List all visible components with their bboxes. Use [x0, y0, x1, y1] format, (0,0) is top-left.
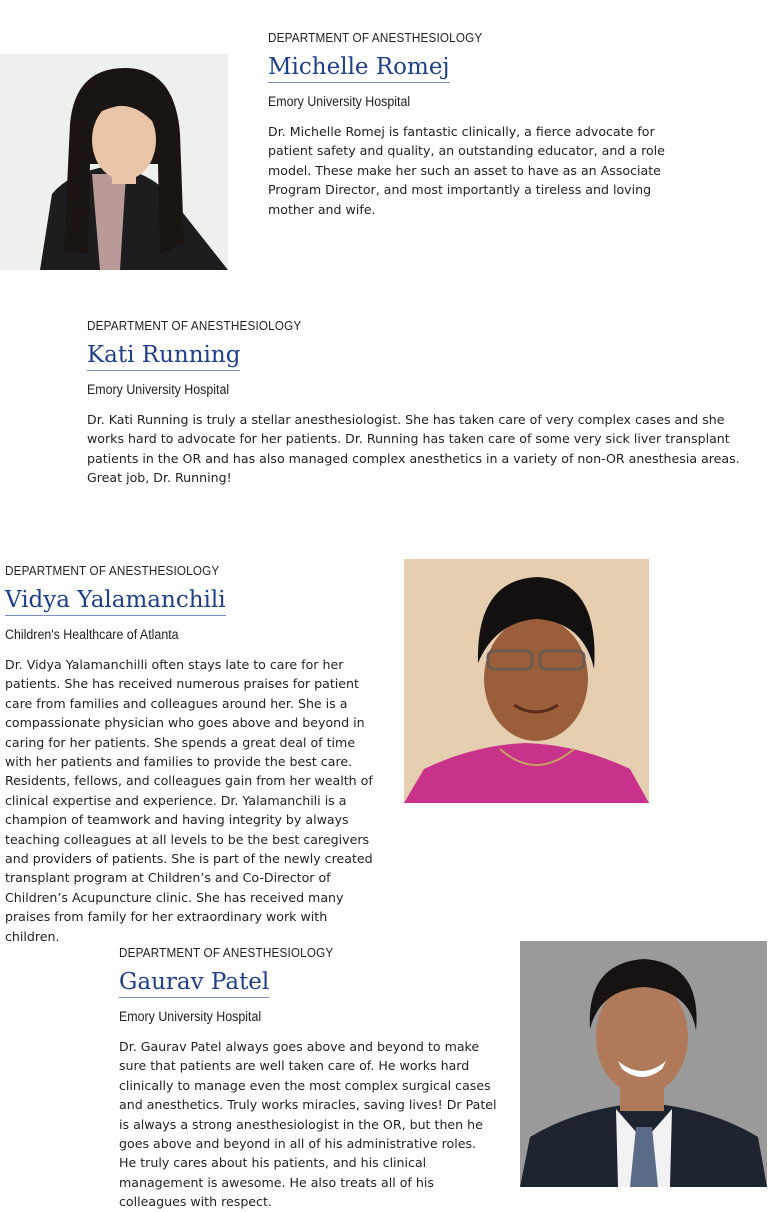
department-label: DEPARTMENT OF ANESTHESIOLOGY — [87, 318, 302, 333]
profile-bio: Dr. Michelle Romej is fantastic clinically, a fierce advocate for patient safety and quality, an outstanding educator, and a role model. These make her such an asset to have as an Associate Program Director, and most importantly a tireless and loving mother and wife. — [268, 124, 665, 217]
profile-name-link[interactable]: Vidya Yalamanchili — [5, 585, 226, 616]
profile-bio: Dr. Kati Running is truly a stellar anesthesiologist. She has taken care of very complex cases and she works hard to advocate for her patients. Dr. Running has taken care of some very sick liver transplant patients in the OR and has also managed complex anesthetics in a variety of non-OR anesthesia areas. Great job, Dr. Running! — [87, 412, 740, 486]
hospital-label: Emory University Hospital — [87, 382, 230, 397]
profile-name-link[interactable]: Gaurav Patel — [119, 967, 269, 998]
department-label: DEPARTMENT OF ANESTHESIOLOGY — [268, 30, 483, 45]
profile-card-kati-running — [87, 318, 762, 488]
profile-name-link[interactable]: Michelle Romej — [268, 52, 450, 83]
profile-name-link[interactable]: Kati Running — [87, 340, 240, 371]
profile-card-vidya-yalamanchili — [5, 563, 377, 946]
profile-photo-gaurav-patel — [520, 941, 767, 1187]
hospital-label: Emory University Hospital — [119, 1009, 262, 1024]
hospital-label: Children's Healthcare of Atlanta — [5, 627, 179, 642]
profile-bio: Dr. Gaurav Patel always goes above and beyond to make sure that patients are well taken care of. He works hard clinically to manage even the most complex surgical cases and anesthetics. Truly works miracles, saving lives! Dr Patel is always a strong anesthesiologist in the OR, but then he goes above and beyond in all of his administrative roles. He truly cares about his patients, and his clinical management is awesome. He also treats all of his colleagues with respect. — [119, 1039, 497, 1210]
profile-bio: Dr. Vidya Yalamanchilli often stays late to care for her patients. She has received numerous praises for patient care from families and colleagues around her. She is a compassionate physician who goes above and beyond in caring for her patients. She spends a great deal of time with her patients and families to provide the best care. Residents, fellows, and colleagues gain from her wealth of clinical expertise and experience. Dr. Yalamanchili is a champion of teamwork and having integrity by always teaching colleagues at all levels to be the best caregivers and providers of patients. She is part of the newly created transplant program at Children’s and Co-Director of Children’s Acupuncture clinic. She has received many praises from family for her extraordinary work with children. — [5, 657, 373, 944]
profile-card-michelle-romej — [268, 30, 668, 219]
profile-photo-vidya-yalamanchili — [404, 559, 649, 803]
department-label: DEPARTMENT OF ANESTHESIOLOGY — [119, 945, 334, 960]
hospital-label: Emory University Hospital — [268, 94, 411, 109]
department-label: DEPARTMENT OF ANESTHESIOLOGY — [5, 563, 220, 578]
profile-photo-michelle-romej — [0, 54, 228, 270]
profile-card-gaurav-patel — [119, 945, 497, 1212]
